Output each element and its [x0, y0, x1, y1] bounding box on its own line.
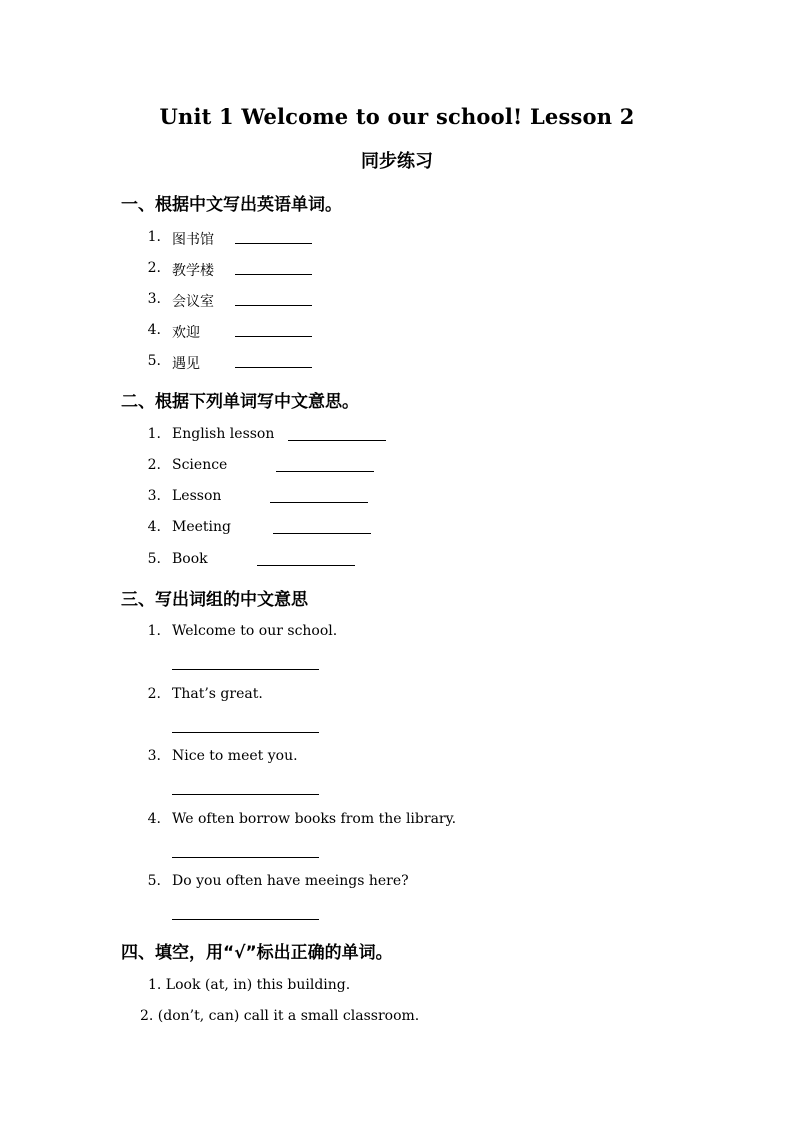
item-term: Nice to meet you. — [172, 748, 298, 764]
answer-blank[interactable] — [172, 732, 319, 733]
fill-in-item: 1. Look (at, in) this building. — [148, 977, 351, 993]
page-subtitle: 同步练习 — [361, 151, 433, 172]
item-number: 3. — [147, 488, 161, 504]
item-term: 遇见 — [172, 356, 200, 372]
answer-blank[interactable] — [172, 857, 319, 858]
item-term: Book — [172, 551, 208, 567]
item-number: 4. — [147, 519, 161, 535]
item-number: 3. — [147, 748, 161, 764]
item-term: Do you often have meeings here? — [172, 873, 409, 889]
answer-blank[interactable] — [288, 440, 386, 441]
answer-blank[interactable] — [235, 274, 312, 275]
item-number: 1. — [147, 229, 161, 245]
answer-blank[interactable] — [235, 305, 312, 306]
item-number: 2. — [147, 686, 161, 702]
answer-blank[interactable] — [273, 533, 371, 534]
answer-blank[interactable] — [235, 336, 312, 337]
item-term: 教学楼 — [172, 263, 214, 279]
item-number: 2. — [147, 260, 161, 276]
item-term: Meeting — [172, 519, 231, 535]
item-number: 1. — [147, 623, 161, 639]
item-term: Welcome to our school. — [172, 623, 338, 639]
answer-blank[interactable] — [172, 669, 319, 670]
item-number: 4. — [147, 811, 161, 827]
section-3-heading: 三、写出词组的中文意思 — [121, 590, 308, 610]
item-number: 2. — [147, 457, 161, 473]
answer-blank[interactable] — [172, 794, 319, 795]
item-term: 图书馆 — [172, 232, 214, 248]
item-number: 1. — [147, 426, 161, 442]
answer-blank[interactable] — [276, 471, 374, 472]
answer-blank[interactable] — [235, 243, 312, 244]
answer-blank[interactable] — [172, 919, 319, 920]
item-term: We often borrow books from the library. — [172, 811, 457, 827]
answer-blank[interactable] — [235, 367, 312, 368]
item-number: 5. — [147, 353, 161, 369]
section-4-heading: 四、填空，用“√”标出正确的单词。 — [121, 943, 393, 963]
item-number: 5. — [147, 551, 161, 567]
item-term: Science — [172, 457, 228, 473]
item-number: 3. — [147, 291, 161, 307]
item-term: 欢迎 — [172, 325, 200, 341]
answer-blank[interactable] — [257, 565, 355, 566]
page-title: Unit 1 Welcome to our school! Lesson 2 — [159, 104, 635, 129]
answer-blank[interactable] — [270, 502, 368, 503]
section-1-heading: 一、根据中文写出英语单词。 — [121, 195, 342, 215]
item-term: 会议室 — [172, 294, 214, 310]
fill-in-item: 2. (don’t, can) call it a small classroom. — [140, 1008, 420, 1024]
item-term: English lesson — [172, 426, 275, 442]
item-number: 4. — [147, 322, 161, 338]
item-term: That’s great. — [172, 686, 263, 702]
item-number: 5. — [147, 873, 161, 889]
section-2-heading: 二、根据下列单词写中文意思。 — [121, 392, 359, 412]
item-term: Lesson — [172, 488, 222, 504]
